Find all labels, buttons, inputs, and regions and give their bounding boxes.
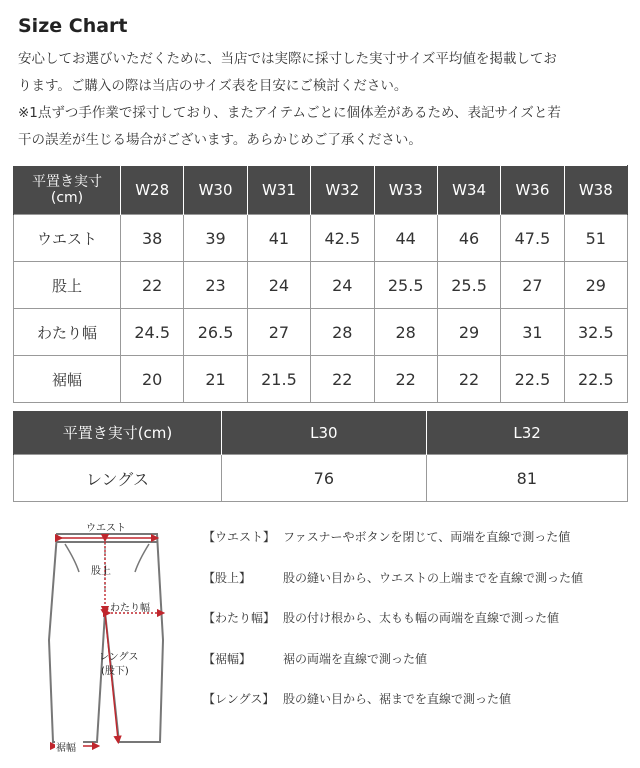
table-cell: 39 [184,215,247,262]
table-cell: 22 [121,262,184,309]
table-cell: 29 [437,309,500,356]
legend-text: 裾の両端を直線で測った値 [283,651,428,666]
row-label: 股上 [14,262,121,309]
description-line: ります。ご購入の際は当店のサイズ表を目安にご検討ください。 [18,78,408,94]
table-cell: 32.5 [564,309,627,356]
table-cell: 27 [247,309,310,356]
column-header: W28 [121,166,184,215]
table-cell: 24.5 [121,309,184,356]
legend-item [203,650,633,691]
table-cell: 21 [184,356,247,403]
row-label: レングス [14,455,222,502]
length-table [13,411,628,502]
column-header: W31 [247,166,310,215]
table-row [14,356,628,403]
legend-text: 股の縫い目から、ウエストの上端までを直線で測った値 [283,570,584,585]
column-header: W36 [501,166,564,215]
header-label [14,166,121,215]
header-label-line: 平置き実寸 [32,174,102,190]
table-cell: 28 [374,309,437,356]
table-cell: 24 [311,262,374,309]
description [18,46,628,154]
legend-key: 【股上】 [203,570,252,585]
column-header: W33 [374,166,437,215]
table-cell: 81 [426,455,627,502]
table-cell: 23 [184,262,247,309]
table-cell: 38 [121,215,184,262]
pants-diagram [35,520,195,755]
legend-key: 【裾幅】 [203,651,252,666]
legend-item [203,528,633,569]
table-cell: 25.5 [374,262,437,309]
table-cell: 46 [437,215,500,262]
measurement-legend [203,528,633,731]
row-label: ウエスト [14,215,121,262]
column-header: L30 [222,411,427,455]
diagram-label-thigh: わたり幅 [110,603,150,614]
table-cell: 26.5 [184,309,247,356]
column-header: W32 [311,166,374,215]
table-cell: 22.5 [564,356,627,403]
size-table-header [14,166,628,215]
table-cell: 20 [121,356,184,403]
table-cell: 22 [374,356,437,403]
column-header: W30 [184,166,247,215]
table-cell: 25.5 [437,262,500,309]
header-label: 平置き実寸(cm) [14,411,222,455]
legend-key: 【レングス】 [203,692,275,706]
table-cell: 28 [311,309,374,356]
legend-item [203,569,633,610]
row-label: 裾幅 [14,356,121,403]
table-row [14,309,628,356]
table-cell: 24 [247,262,310,309]
column-header: W38 [564,166,627,215]
diagram-label-hem: 裾幅 [56,743,76,754]
table-row [14,262,628,309]
table-cell: 29 [564,262,627,309]
diagram-label-length-sub: (股下) [101,666,129,677]
table-cell: 47.5 [501,215,564,262]
table-cell: 51 [564,215,627,262]
description-line: 安心してお選びいただくために、当店では実際に採寸した実寸サイズ平均値を掲載してお [18,51,557,67]
table-cell: 44 [374,215,437,262]
description-line: ※1点ずつ手作業で採寸しており、またアイテムごとに個体差があるため、表記サイズと若 [18,105,561,121]
row-label: わたり幅 [14,309,121,356]
header-label-unit: (cm) [50,190,84,206]
legend-item [203,609,633,650]
legend-key: 【ウエスト】 [203,530,276,544]
column-header: L32 [426,411,627,455]
description-line: 干の誤差が生じる場合がございます。あらかじめご了承ください。 [18,132,422,148]
table-cell: 41 [247,215,310,262]
table-cell: 22.5 [501,356,564,403]
table-cell: 31 [501,309,564,356]
table-cell: 27 [501,262,564,309]
legend-text: 股の付け根から、太もも幅の両端を直線で測った値 [283,611,560,625]
legend-item [203,690,633,731]
legend-key: 【わたり幅】 [203,611,276,625]
table-cell: 21.5 [247,356,310,403]
size-table [13,165,628,403]
table-cell: 76 [222,455,427,502]
table-cell: 22 [311,356,374,403]
table-row [14,215,628,262]
length-table-header [14,411,628,455]
legend-text: ファスナーやボタンを閉じて、両端を直線で測った値 [283,530,571,544]
diagram-label-waist: ウエスト [86,523,126,534]
column-header: W34 [437,166,500,215]
table-cell: 42.5 [311,215,374,262]
page-title: Size Chart [18,15,128,37]
table-row [14,455,628,502]
legend-text: 股の縫い目から、裾までを直線で測った値 [283,692,512,706]
diagram-label-rise: 股上 [91,566,111,577]
table-cell: 22 [437,356,500,403]
diagram-label-length: レングス [99,652,139,663]
